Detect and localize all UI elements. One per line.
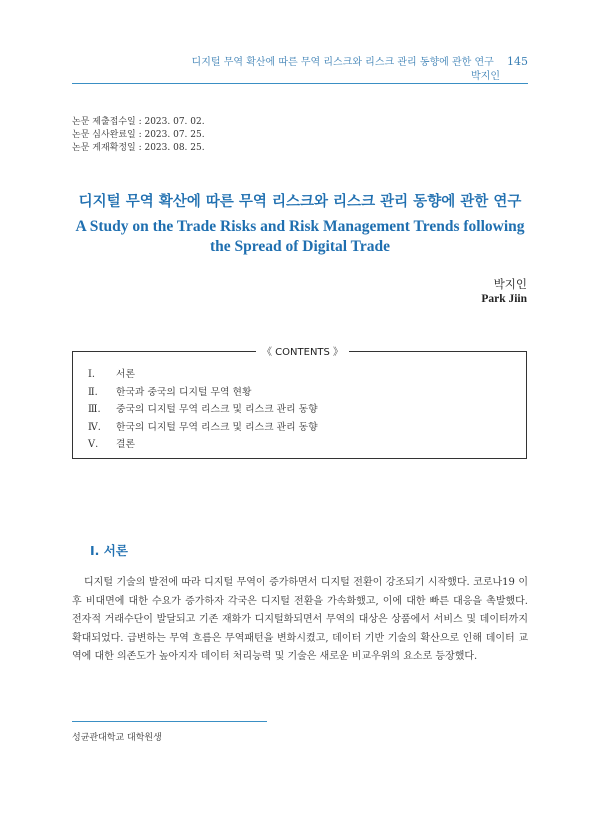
toc-label: 결론 (116, 439, 135, 450)
toc-number: Ⅳ. (88, 421, 101, 433)
section-heading: Ⅰ. 서론 (90, 543, 128, 558)
toc-number: Ⅱ. (88, 386, 98, 398)
footnote: 성균관대학교 대학원생 (72, 733, 162, 743)
korean-title: 디지털 무역 확산에 따른 무역 리스크와 리스크 관리 동향에 관한 연구 (78, 194, 522, 210)
toc-label: 한국의 디지털 무역 리스크 및 리스크 관리 동향 (116, 421, 318, 433)
header-divider (72, 83, 528, 84)
toc-number: Ⅰ. (88, 369, 95, 380)
toc-item (88, 384, 318, 402)
author-english: Park Jiin (481, 293, 527, 305)
date-submitted: 논문 제출접수일 : 2023. 07. 02. (72, 117, 205, 127)
submission-dates (72, 116, 205, 155)
english-title-line2: the Spread of Digital Trade (210, 238, 390, 255)
author-korean: 박지인 (493, 277, 527, 291)
body-paragraph: 디지털 기술의 발전에 따라 디지털 무역이 증가하면서 디지털 전환이 강조되기 시작했다. 코로나19 이후 비대면에 대한 수요가 증가하자 각국은 디지털 전환을 가속화했고, 이에 대한 빠른 대응을 촉발했다. 전자적 거래수단이 발달되고 기존 재화가 디지털화되면서 무역의 대상은 상품에서 서비스 및 데이터까지 확대되었다. 급변하는 무역 흐름은 무역패턴을 변화시켰고, 데이터 기반 기술의 확산으로 인해 데이터 교역에 대한 의존도가 높아지자 데이터 처리능력 및 기술은 새로운 비교우위의 요소로 등장했다. (72, 577, 528, 662)
toc-item (88, 436, 318, 454)
running-author: 박지인 (471, 71, 500, 82)
page-number: 145 (507, 55, 528, 68)
running-header (190, 55, 528, 84)
english-title (60, 217, 540, 257)
running-title: 디지털 무역 확산에 따른 무역 리스크와 리스크 관리 동향에 관한 연구 (191, 57, 494, 68)
toc-label: 한국과 중국의 디지털 무역 현황 (116, 386, 252, 398)
toc-item (88, 401, 318, 419)
toc-number: Ⅴ. (88, 439, 99, 450)
table-of-contents (88, 366, 318, 454)
toc-label: 중국의 디지털 무역 리스크 및 리스크 관리 동향 (116, 404, 318, 415)
date-reviewed: 논문 심사완료일 : 2023. 07. 25. (72, 130, 205, 140)
toc-number: Ⅲ. (88, 404, 101, 415)
date-confirmed: 논문 게재확정일 : 2023. 08. 25. (72, 143, 205, 153)
contents-heading: 《 CONTENTS 》 (256, 343, 349, 358)
toc-item (88, 366, 318, 384)
toc-item (88, 419, 318, 437)
toc-label: 서론 (116, 369, 135, 380)
english-title-line1: A Study on the Trade Risks and Risk Management Trends following (75, 218, 525, 235)
footnote-divider (72, 721, 267, 722)
